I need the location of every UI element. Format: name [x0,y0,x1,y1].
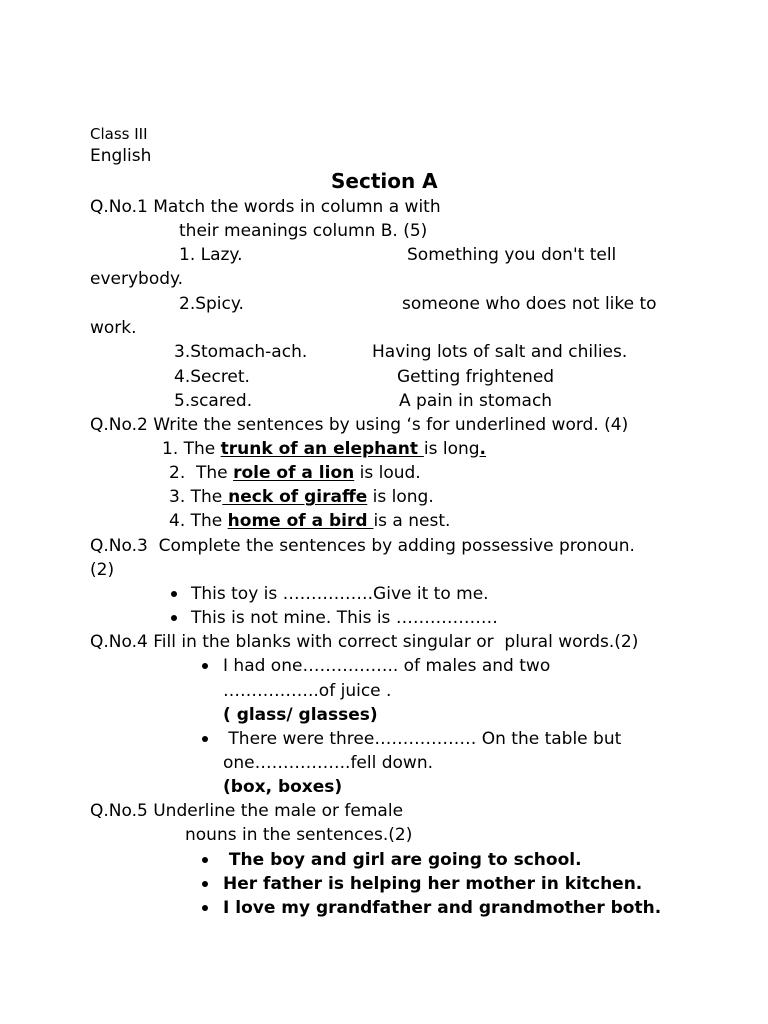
subject-label: English [90,146,152,166]
q5-bullet-3: I love my grandfather and grandmother both. [223,898,662,918]
q5-bullet-1: The boy and girl are going to school. [223,850,582,870]
q1-word-3: 3.Stomach-ach. [174,342,308,362]
q1-word-2: 2.Spicy. [179,294,244,314]
q2-item-2-pre: 2. The [169,463,234,483]
q2-item-1 [162,439,486,459]
q1-meaning-3: Having lots of salt and chilies. [372,342,628,362]
q4-bullet-1-line1: I had one…………….. of males and two [223,656,551,676]
q5-bullet-2: Her father is helping her mother in kitchen. [223,874,643,894]
q3-bullet-1: This toy is …………….Give it to me. [191,584,489,604]
q2-item-4-pre: 4. The [169,511,228,531]
q3-bullet-2: This is not mine. This is ……………… [191,608,498,628]
q1-title: Q.No.1 Match the words in column a with [90,197,441,217]
q4-bullet-1-line2: ……………..of juice . [223,681,392,701]
q4-bullet-2-line2: one……………..fell down. [223,753,434,773]
bullet-icon [202,881,208,887]
q5-title: Q.No.5 Underline the male or female [90,801,404,821]
section-title: Section A [331,169,438,193]
bullet-icon [202,905,208,911]
q2-item-1-underlined: trunk of an elephant [220,439,424,459]
bullet-icon [202,857,208,863]
bullet-icon [202,663,208,669]
q2-item-4-post: is a nest. [373,511,451,531]
q1-word-1: 1. Lazy. [179,245,243,265]
q4-bullet-2-options: (box, boxes) [223,777,343,797]
q2-item-2-underlined: role of a lion [233,463,355,483]
q1-meaning-2: someone who does not like to [402,294,657,314]
q1-meaning-2-wrap: work. [90,318,137,338]
bullet-icon [171,615,177,621]
q2-item-3-underlined: neck of giraffe [222,487,368,507]
q3-title-cont: (2) [90,560,115,580]
q2-title: Q.No.2 Write the sentences by using ‘s for underlined word. (4) [90,415,629,435]
bullet-icon [202,736,208,742]
q2-item-3-post: is long. [367,487,434,507]
q2-item-1-end: . [479,439,487,459]
q2-item-2-post: is loud. [354,463,421,483]
q4-bullet-1-options: ( glass/ glasses) [223,705,378,725]
q5-title-cont: nouns in the sentences.(2) [185,825,413,845]
q1-meaning-1-wrap: everybody. [90,269,184,289]
q4-title: Q.No.4 Fill in the blanks with correct singular or plural words.(2) [90,632,639,652]
q1-title-cont: their meanings column B. (5) [179,221,428,241]
q4-bullet-2-line1: There were three……………… On the table but [223,729,622,749]
q2-item-4 [169,511,450,531]
q2-item-1-post: is long [423,439,480,459]
q1-word-5: 5.scared. [174,391,253,411]
bullet-icon [171,591,177,597]
q2-item-2 [169,463,421,483]
q2-item-1-pre: 1. The [162,439,221,459]
q2-item-3 [169,487,434,507]
class-label: Class III [90,125,148,143]
q1-meaning-4: Getting frightened [397,367,555,387]
q3-title: Q.No.3 Complete the sentences by adding possessive pronoun. [90,536,635,556]
q1-meaning-1: Something you don't tell [407,245,617,265]
q1-word-4: 4.Secret. [174,367,250,387]
q2-item-4-underlined: home of a bird [227,511,374,531]
q1-meaning-5: A pain in stomach [399,391,553,411]
q2-item-3-pre: 3. The [169,487,223,507]
